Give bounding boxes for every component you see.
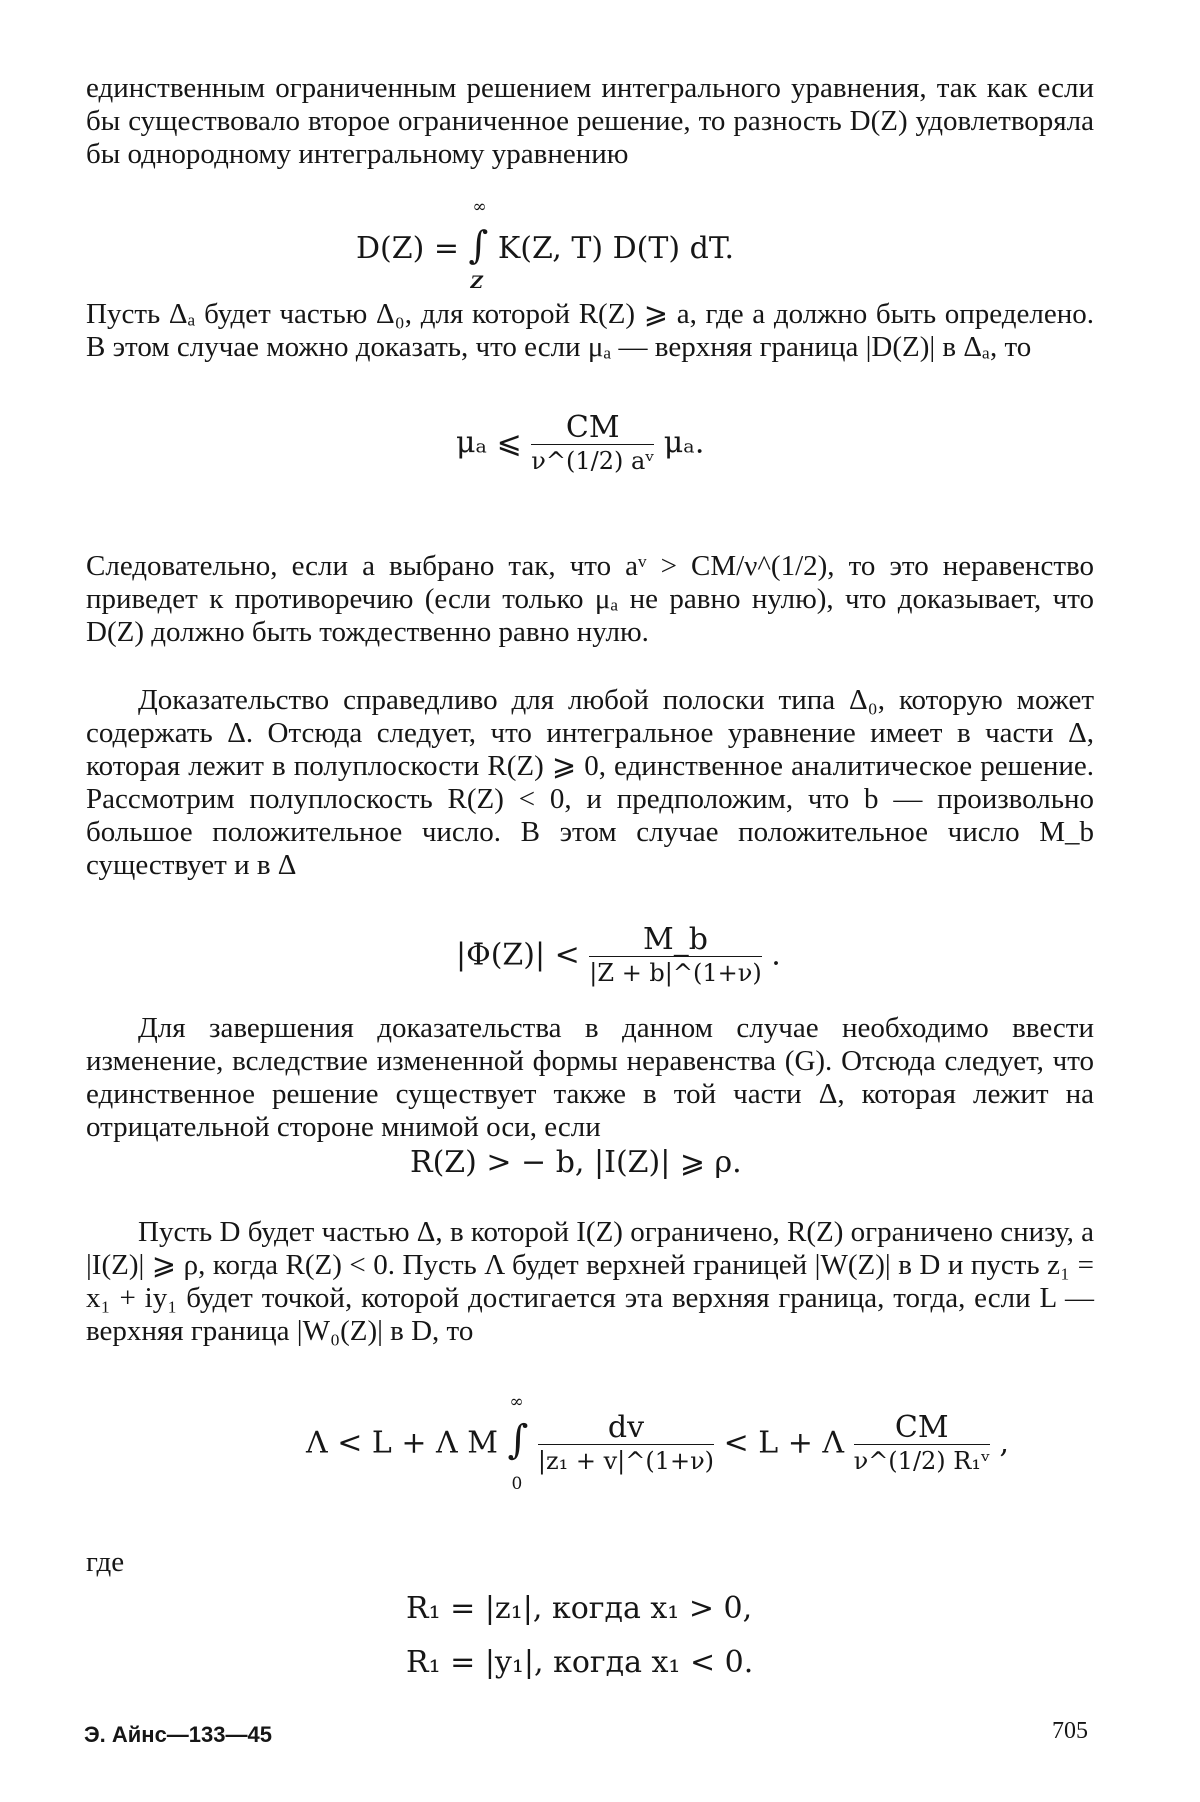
paragraph-3: Следовательно, если a выбрано так, что aᵛ > CM/ν^(1/2), то это неравенство приведет к противоречию (если только μₐ не равно нулю), что доказывает, что D(Z) должно быть тождественно равно нулю. [86,550,1094,648]
formula-r1-case-1: R₁ = |z₁|, когда x₁ > 0, [406,1591,753,1626]
lambda-integral-sign: ∫ ∞ 0 [507,1391,529,1494]
mu-numerator: CM [531,412,654,445]
lambda-fraction-2 [854,1412,990,1477]
footer-imprint: Э. Айнс—133—45 [84,1722,272,1747]
lambda-lhs: Λ < L + Λ M [306,1425,498,1461]
lambda-fraction-1 [538,1412,714,1477]
formula-mu-inequality [456,412,704,477]
where-word: где [86,1546,125,1578]
formula-integral-equation [356,197,734,293]
phi-lhs: |Φ(Z)| < [456,937,580,973]
integral-integrand: K(Z, T) D(T) dT. [497,231,734,266]
integral-upper-limit: ∞ [472,197,487,217]
page-number: 705 [1052,1718,1088,1744]
formula-phi-bound [456,924,781,989]
phi-rhs: . [771,937,781,973]
paragraph-6: Пусть D будет частью Δ, в которой I(Z) ограничено, R(Z) ограничено снизу, а |I(Z)| ⩾ ρ, когда R(Z) < 0. Пусть Λ будет верхней границей |W(Z)| в D и пусть z₁ = x₁ + iy₁ будет точкой, которой достигается эта верхняя граница, тогда, если L — верхняя граница |W₀(Z)| в D, то [86,1216,1094,1347]
lambda-numerator-2: CM [854,1412,990,1445]
mu-lhs: μₐ ⩽ [456,425,522,461]
phi-numerator: M_b [589,924,761,957]
integral-lhs: D(Z) = [356,231,469,266]
phi-denominator: |Z + b|^(1+ν) [589,959,762,987]
formula-r1-case-2: R₁ = |y₁|, когда x₁ < 0. [406,1645,754,1680]
mu-denominator: ν^(1/2) aᵛ [531,447,655,475]
lambda-denominator-1: |z₁ + v|^(1+ν) [537,1447,715,1475]
lambda-numerator-1: dv [538,1412,714,1445]
formula-region: R(Z) > − b, |I(Z)| ⩾ ρ. [410,1145,742,1180]
integral-lower-limit: Z [470,273,483,293]
mu-rhs: μₐ. [663,425,705,461]
paragraph-2: Пусть Δₐ будет частью Δ₀, для которой R(Z) ⩾ a, где a должно быть определено. В этом случае можно доказать, что если μₐ — верхняя граница |D(Z)| в Δₐ, то [86,298,1094,363]
paragraph-1: единственным ограниченным решением интегрального уравнения, так как если бы существовало второе ограниченное решение, то разность D(Z) удовлетворяла бы однородному интегральному уравнению [86,72,1094,170]
lambda-denominator-2: ν^(1/2) R₁ᵛ [853,1447,990,1475]
integral-sign: ∫ ∞ Z [468,197,489,293]
paragraph-4: Доказательство справедливо для любой полоски типа Δ₀, которую может содержать Δ. Отсюда следует, что интегральное уравнение имеет в части Δ, которая лежит в полуплоскости R(Z) ⩾ 0, единственное аналитическое решение. Рассмотрим полуплоскость R(Z) < 0, и предположим, что b — произвольно большое положительное число. В этом случае положительное число M_b существует и в Δ [86,684,1094,881]
lambda-rhs: , [999,1425,1010,1461]
lambda-upper-limit: ∞ [509,1391,524,1412]
lambda-middle: < L + Λ [723,1425,845,1461]
lambda-lower-limit: 0 [511,1473,523,1494]
mu-fraction [531,412,654,477]
phi-fraction [589,924,761,989]
formula-lambda-inequality [306,1391,1010,1494]
paragraph-5: Для завершения доказательства в данном случае необходимо ввести изменение, вследствие измененной формы неравенства (G). Отсюда следует, что единственное решение существует также в той части Δ, которая лежит на отрицательной стороне мнимой оси, если [86,1012,1094,1143]
